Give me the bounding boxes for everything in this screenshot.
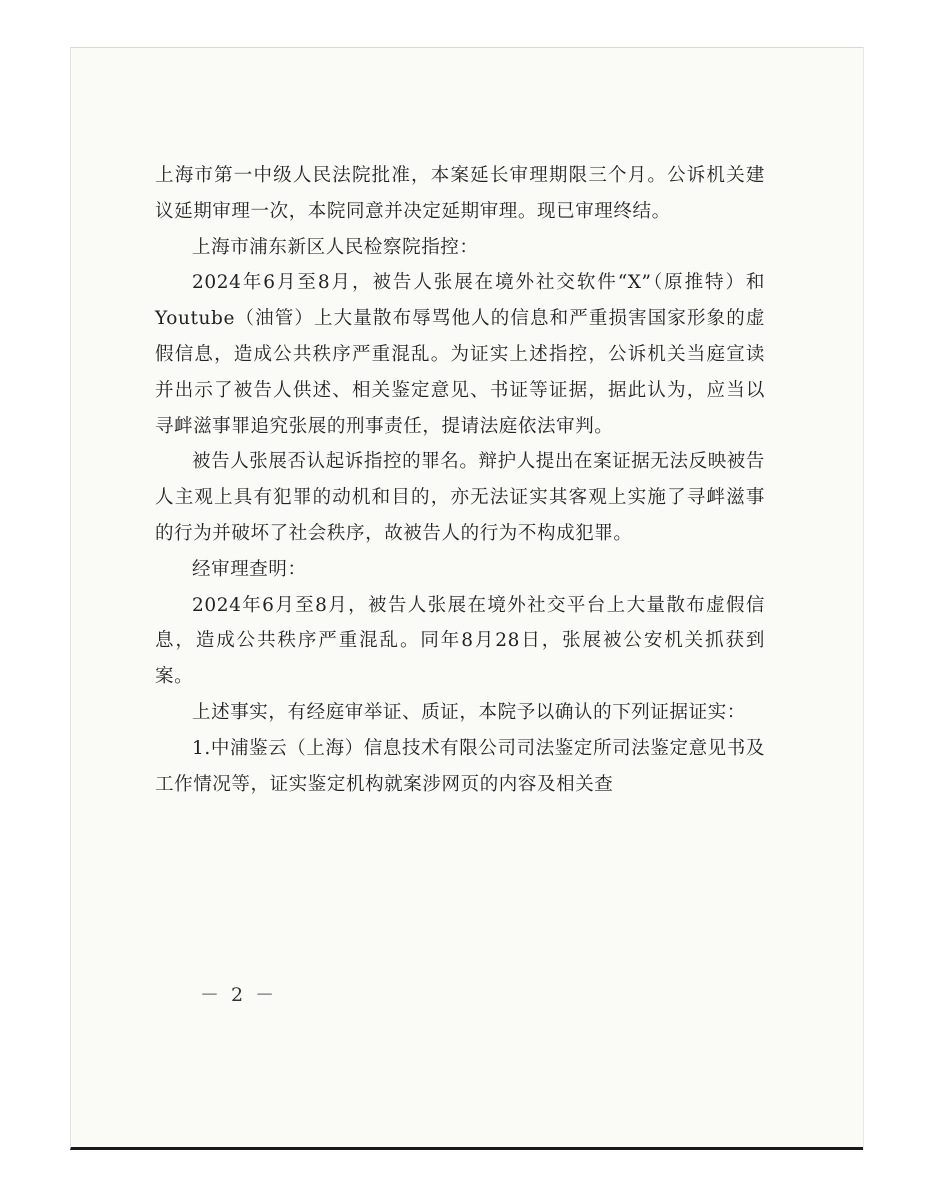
- paragraph-prosecution-heading: 上海市浦东新区人民检察院指控：: [192, 236, 479, 258]
- paragraph-continuation: 上海市第一中级人民法院批准，本案延长审理期限三个月。公诉机关建议延期审理一次，本院同意并决定延期审理。现已审理终结。: [155, 165, 765, 222]
- paragraph-prosecution-charges: 2024年6月至8月，被告人张展在境外社交软件“X”（原推特）和Youtube（油管）上大量散布辱骂他人的信息和严重损害国家形象的虚假信息，造成公共秩序严重混乱。为证实上述指控，公诉机关当庭宣读并出示了被告人供述、相关鉴定意见、书证等证据，据此认为，应当以寻衅滋事罪追究张展的刑事责任，提请法庭依法审判。: [155, 272, 765, 437]
- paragraph-defense: 被告人张展否认起诉指控的罪名。辩护人提出在案证据无法反映被告人主观上具有犯罪的动机和目的，亦无法证实其客观上实施了寻衅滋事的行为并破坏了社会秩序，故被告人的行为不构成犯罪。: [155, 451, 766, 544]
- paragraph-evidence-intro: 上述事实，有经庭审举证、质证，本院予以确认的下列证据证实：: [192, 701, 746, 723]
- paragraph-findings: 2024年6月至8月，被告人张展在境外社交平台上大量散布虚假信息，造成公共秩序严重混乱。同年8月28日，张展被公安机关抓获到案。: [155, 594, 765, 688]
- paragraph-findings-heading: 经审理查明：: [192, 558, 307, 580]
- document-body: [155, 158, 765, 802]
- page-number: － 2 －: [200, 984, 278, 1006]
- paragraph-evidence-item-1: 1.中浦鉴云（上海）信息技术有限公司司法鉴定所司法鉴定意见书及工作情况等，证实鉴定机构就案涉网页的内容及相关查: [155, 737, 765, 795]
- page-edge: [863, 47, 864, 1150]
